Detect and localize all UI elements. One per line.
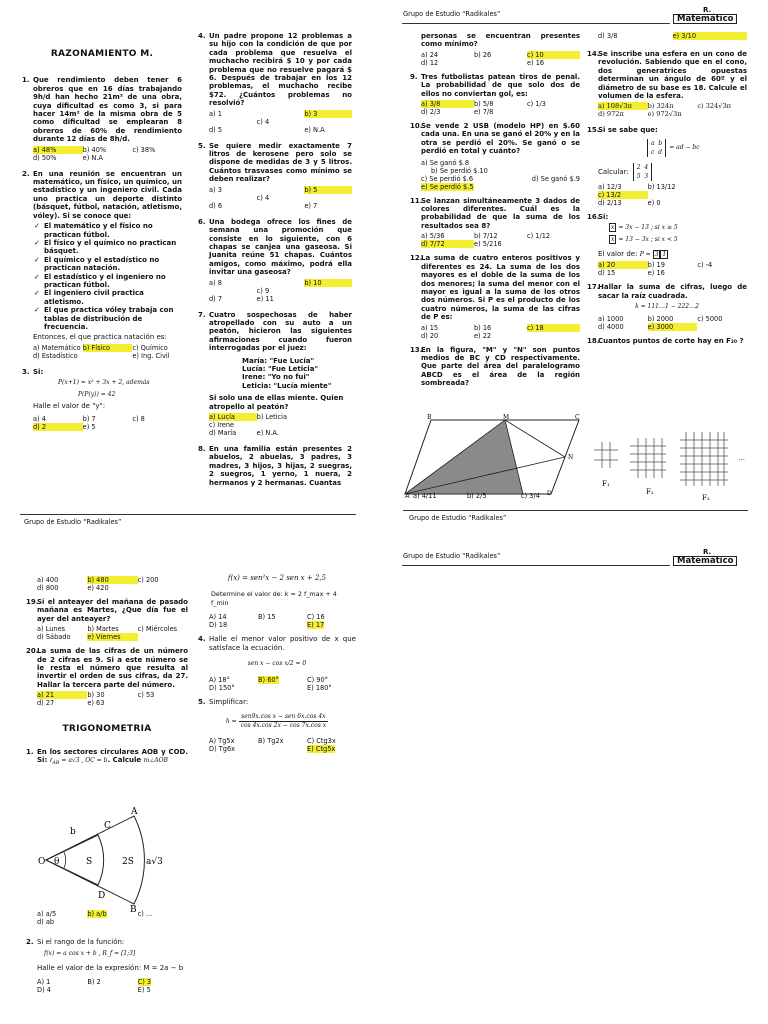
det-template: a b c d [647,139,666,157]
label-f2: F₂ [646,488,654,496]
header-rule-right [402,23,670,24]
segment-mn [505,420,565,457]
label-c: C [104,821,111,831]
q13-options: A a) 4/11 b) 2/5 c) 3/4 [405,492,540,500]
label-n: N [568,454,574,461]
question-14: 14. Se inscribe una esfera en un cono de revolución. Sabiendo que en el cono, dos generatrices opuestas determinan un ángulo de 60º y el diámetro de su base es 18. Calcule el volumen de la esfera. a) 108√3π b) 324π c) 324√3π d) 972π e) 972√3π [587,50,747,119]
det-calc: 2 4 5 3 [633,163,652,181]
simplify-fraction: h = sen9x.cos x − sen 6x.cos 4x cos 4x.cos 2x − cos 7x.cos x [225,712,327,730]
footer-left: Grupo de Estudio “Radikales” [24,518,122,526]
bottom-left-col-2: f(x) = sen²x − 2 sen x + 2,5 Determine el valor de: k = 2 f_max + 4 f_min A) 14 B) 15 C) 16 D) 18 E) 17 4. Halle el menor valor positivo de x que satisface la ecuación. sen x − cos x/2 = 0 A) 18° B) 60° C) 90° D) 150° E) 180° 5. Simplificar: h = sen9x.cos x − sen 6x.cos 4x cos 4x.cos 2x − cos 7x.cos x A) Tg5x B) Tg2x C) Ctg3x D) Tg6x E) Ctg5x [198,574,356,753]
question-8: 8. En una familia están presentes 2 abuelos, 2 abuelas, 3 padres, 3 madres, 3 hijos, 3 hijas, 2 suegras, 2 suegros, 1 yerno, 1 nuera, 2 hermanos y 2 hermanas. Cuantas [198,445,352,487]
question-9: 9. Tres futbolistas patean tiros de penal. La probabilidad de que solo dos de ellos no conviertan gol, es: a) 3/8 b) 5/8 c) 1/3 d) 2/3 e) 7/8 [410,72,580,117]
conditions-list: ✓ El matemático y el físico no practican fútbol. ✓ El físico y el químico no practican básquet. ✓ El químico y el estadístico no practican natación. ✓ El estadístico y el ingeniero no practican fútbol. ✓ El ingeniero civil practica atletismo. ✓ El que practica vóley trabaja con tablas de distribución de frecuencia. [44,222,182,331]
question-8-cont: personas se encuentran presentes como mínimo? a) 24 b) 26 c) 10 d) 12 e) 16 [421,32,580,67]
page-title: RAZONAMIENTO M. [50,49,154,59]
top-left-col-1 [22,50,182,435]
trig-question-4: 4. Halle el menor valor positivo de x que satisface la ecuación. sen x − cos x/2 = 0 A) 18° B) 60° C) 90° D) 150° E) 180° [198,635,356,693]
question-15: 15. Si se sabe que: a b c d = ad − bc Calcular: 2 4 5 3 a) 12/3 b) 13/12 c) 13/2 d) 2/13 e) 0 [587,126,700,207]
badge-r: R. [703,6,712,14]
label-m: M [503,414,510,421]
header-rule-right-bottom [402,565,670,566]
header-right: Grupo de Estudio “Radikales” [403,10,501,18]
label-b: B [427,414,432,421]
top-left-col-2 [198,32,352,491]
section-title-trig: TRIGONOMETRIA [62,724,152,735]
trig-question-1: 1. En los sectores circulares AOB y COD. Si: ℓ$_{AB}$ = a√3 , OC = b. Calcule m∠AOB [26,747,188,767]
question-7: 7. Cuatro sospechosas de haber atropellado con su auto a un peatón, hicieron las siguientes afirmaciones cuando fueron interrogadas por el juez: María: "Fue Lucía" Lucía: "Fue Leticia" Irene: "Yo no fui" Leticia: "Lucía miente" Si solo una de ellas miente. Quien atropello al peatón? a) Lucía b) Leticia c) Irene d) María e) N.A. [198,310,352,437]
label-b: B [130,905,137,915]
ellipsis: … [738,454,745,462]
footer-rule-right [403,510,748,511]
trig-question-2: 2. Si el rango de la función: f(x) = a cos x + b , R_f = [1;3] Halle el valor de la expresión: M = 2a − b A) 1 B) 2 C) 3 D) 4 E) 5 [26,938,184,995]
grid-f1 [594,442,618,468]
bottom-left-col-1b: a) a/5 b) a/b c) ... d) ab 2. Si el rango de la función: f(x) = a cos x + b , R_f = [1;3] Halle el valor de la expresión: M = 2a − b A) 1 B) 2 C) 3 D) 4 E) 5 [26,908,188,998]
label-a-root3: a√3 [146,857,163,867]
question-13: 13. En la figura, "M" y "N" son puntos medios de BC y CD respectivamente. Que parte del área del paralelogramo ABCD es el área de la región sombreada? [410,345,580,388]
question-1: 1. Que rendimiento deben tener 6 obreros que en 16 días trabajando 9h/d han hecho 21m² de una obra, cuya dificultad es como 3, si para hacer 14m² de la misma obra de 5 como dificultad se emplearan 8 obreros de 60% de rendimiento durante 12 días de 8h/d. a) 48% b) 40% c) 38% d) 50% e) N.A [22,76,182,162]
question-16: 16. Si: x = 3x − 13 ; si x ≥ 5 x = 13 − 3x ; si x < 5 El valor de: P = 3 1 a) 20 b) 19 c) -4 d) 15 e) 16 [587,212,713,278]
label-2s: 2S [122,857,134,867]
question-19: 19. Si el anteayer del mañana de pasado mañana es Martes, ¿Que día fue el ayer del anteayer? a) Lunes b) Martes c) Miércoles d) Sábado e) Viernes [26,598,188,642]
label-theta: θ [54,857,60,867]
question-6: 6. Una bodega ofrece los fines de semana una promoción que consiste en lo siguiente, con 6 chapas se canjea una gaseosa. Si Juanita reúne 51 chapas. Cuántos amigos, como máximo, podrá ella invitar una gaseosa? a) 8 b) 10 c) 9 d) 7 e) 11 [198,217,352,303]
label-s: S [86,857,93,867]
question-10: 10. Se vende 2 USB (modelo HP) en $.60 cada una. En una se ganó el 20% y en la otra se perdió el 20%. Se ganó o se perdió en total y cuánto? a) Se ganó $.8 b) Se perdió $.10 c) Se perdió $.6 d) Se ganó $.9 e) Se perdió $.5 [410,122,580,191]
footer-rule-left [20,514,356,515]
label-d: D [547,490,552,497]
q17-expression: k = 111…1 − 222…2 [635,303,699,311]
question-3: 3. Si: P(x+1) = x² + 3x + 2, además P(P(y)) = 42 Halle el valor de "y": a) 4 b) 7 c) 8 d) 2 e) 5 [22,367,150,432]
label-f1: F₁ [602,480,610,488]
top-right-col-1 [410,32,580,392]
angle-arc [64,852,66,868]
top-right-col-2: d) 3/8 e) 3/10 14. Se inscribe una esfera en un cono de revolución. Sabiendo que en el cono, dos generatrices opuestas determinan un ángulo de 60º y el diámetro de su base es 18. Calcule el volumen de la esfera. a) 108√3π b) 324π c) 324√3π d) 972π e) 972√3π 15. Si se sabe que: a b c d = ad − bc Calcular: 2 4 5 3 a) 12/3 b) 13/12 c) 13/2 d) 2/13 e) 0 16. Si: x = 3x − 13 ; si x ≥ 5 x = 13 − 3x ; si x < 5 El valor de: P = 3 1 a) 20 b) 19 c) -4 d) 15 e) 16 17. Hallar la suma de cifras, luego de sacar la raíz cuadrada. k = 111…1 − 222…2 a) 1000 b) 2000 c) 5000 d) 4000 e) 3000 18. Cuantos puntos de corte hay en F₂₀ ? [587,32,747,345]
footer-right: Grupo de Estudio “Radikales” [409,514,507,522]
question-2: 2. En una reunión se encuentran un matemático, un físico, un químico, un estadístico y un ingeniero civil. Cada uno practica un deporte distinto (básquet, fútbol, natación, atletismo, vóley). Si se conoce que: ✓ El matemático y el físico no practican fútbol. ✓ El físico y el químico no practican básquet. ✓ El químico y el estadístico no practican natación. ✓ El estadístico y el ingeniero no practican fútbol. ✓ El ingeniero civil practica atletismo. ✓ El que practica vóley trabaja con tablas de distribución de frecuencia. Entonces, el que practica natación es: a) Matemático b) Físico c) Químico d) Estadístico e) Ing. Civil [22,170,182,360]
question-20: 20. La suma de las cifras de un número de 2 cifras es 9. Si a este número se le resta el número que resulta al invertir el orden de sus cifras, da 27. Hallar la tercera parte del número. a) 21 b) 30 c) 53 d) 27 e) 63 [26,647,188,708]
circular-sectors-figure [36,807,176,915]
label-a: A [131,807,138,817]
shaded-region [405,420,523,494]
label-b-side: b [70,827,76,837]
question-12: 12. La suma de cuatro enteros positivos y diferentes es 24. La suma de los dos mayores es el doble de la suma de los dos menores; la suma del menor con el mayor es igual a la suma de los otros dos números. Si P es el producto de los cuatro números, la suma de las cifras de P es: a) 15 b) 16 c) 18 d) 20 e) 22 [410,254,580,340]
bottom-left-col-1: a) 400 b) 480 c) 200 d) 800 e) 420 19. Si el anteayer del mañana de pasado mañana es Martes, ¿Que día fue el ayer del anteayer? a) Lunes b) Martes c) Miércoles d) Sábado e) Viernes 20. La suma de las cifras de un número de 2 cifras es 9. Si a este número se le resta el número que resulta al invertir el orden de sus cifras, da 27. Hallar la tercera parte del número. a) 21 b) 30 c) 53 d) 27 e) 63 TRIGONOMETRIA 1. En los sectores circulares AOB y COD. Si: ℓ$_{AB}$ = a√3 , OC = b. Calcule m∠AOB [26,576,188,767]
subject-badge: Matemático [673,14,737,24]
badge-r-bottom: R. [703,548,712,556]
question-5: 5. Se quiere medir exactamente 7 litros de kerosene pero solo se dispone de medidas de 3 y 5 litros. Cuántos trasvases como mínimo se deben realizar? a) 3 b) 5 c) 4 d) 6 e) 7 [198,141,352,210]
grid-figures [588,428,750,504]
question-18: 18. Cuantos puntos de corte hay en F₂₀ ? [587,336,744,345]
parallelogram-figure [403,414,583,496]
subject-badge-bottom: Matemático [673,556,737,566]
label-c: C [575,414,580,421]
question-17: 17. Hallar la suma de cifras, luego de sacar la raíz cuadrada. k = 111…1 − 222…2 a) 1000 b) 2000 c) 5000 d) 4000 e) 3000 [587,283,747,331]
grid-f3 [680,432,728,486]
trig-question-5: 5. Simplificar: h = sen9x.cos x − sen 6x.cos 4x cos 4x.cos 2x − cos 7x.cos x A) Tg5x B) Tg2x C) Ctg3x D) Tg6x E) Ctg5x [198,698,356,752]
header-right-bottom: Grupo de Estudio “Radikales” [403,552,501,560]
grid-f2 [630,438,666,478]
question-4: 4. Un padre propone 12 problemas a su hijo con la condición de que por cada problema que resuelva el muchacho recibirá $ 10 y por cada problema que no resuelve pagará $ 6. Después de trabajar en los 12 problemas, el muchacho recibe $72. ¿Cuántos problemas no resolvió? a) 1 b) 3 c) 4 d) 5 e) N.A [198,32,352,134]
label-d: D [98,891,106,901]
label-f3: F₃ [702,494,710,502]
label-o: O [38,857,46,867]
question-11: 11. Se lanzan simultáneamente 3 dados de colores diferentes. Cuál es la probabilidad de que la suma de los resultados sea 8? a) 5/36 b) 7/12 c) 1/12 d) 7/72 e) 5/216 [410,196,580,249]
